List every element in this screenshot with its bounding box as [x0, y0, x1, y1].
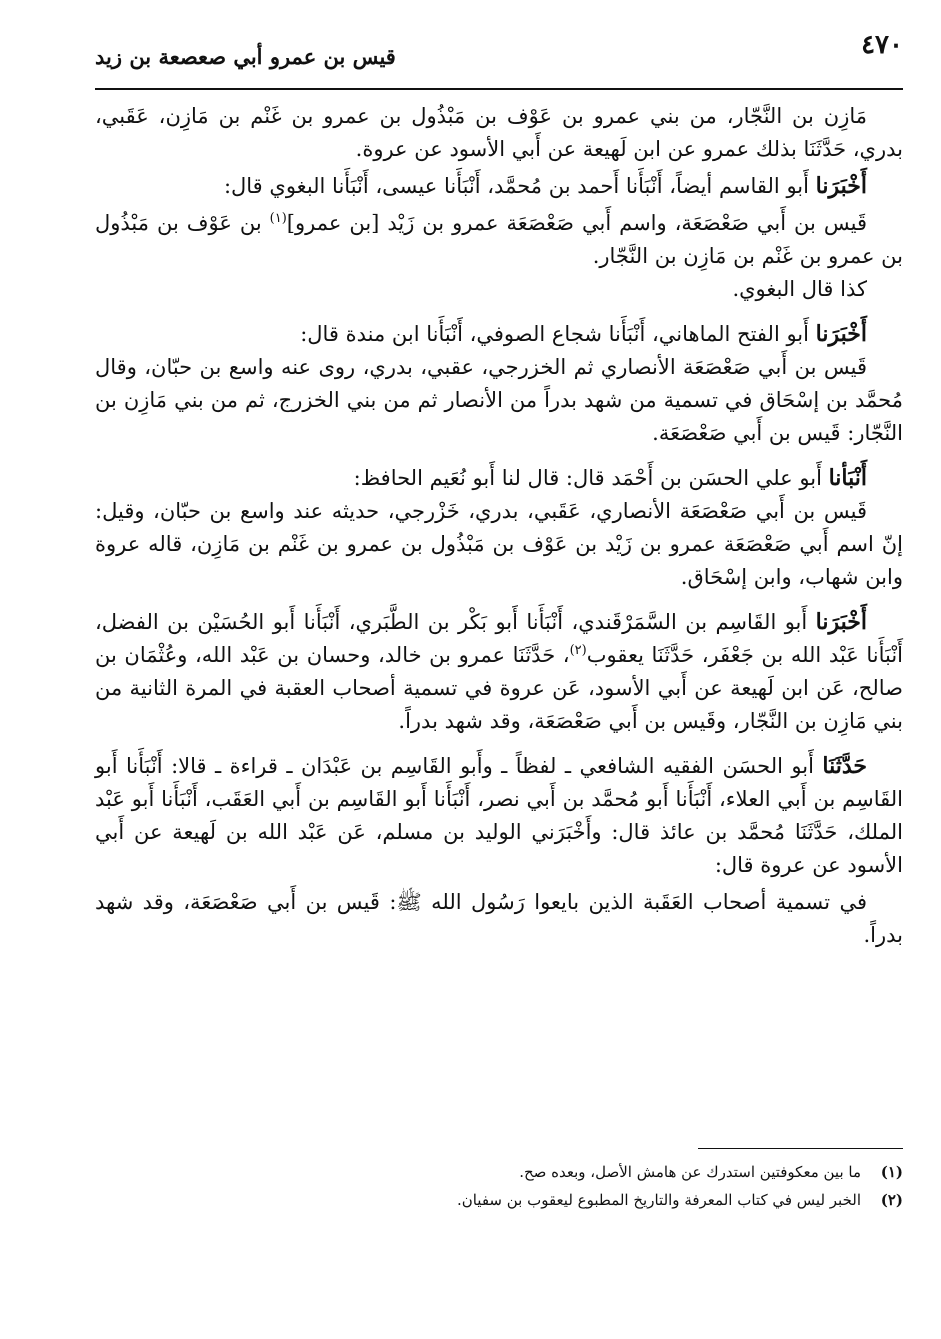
paragraph-text: مَازِن بن النَّجّار، من بني عمرو بن عَوْف بن مَبْذُول بن عمرو بن غَنْم بن مَازِن، عَقَبي، بدري، حَدَّثَنَا بذلك عمرو عن ابن لَهيعة عن أَبي الأسود عن عروة. [95, 104, 903, 161]
paragraph-text-cont: بن عَوْف بن مَبْذُول بن عمرو بن غَنْم بن مَازِن بن النَّجّار. [95, 211, 903, 268]
running-title: قيس بن عمرو أبي صعصعة بن زيد [95, 44, 396, 69]
isnad-keyword: أَنْبَأنا [828, 465, 867, 491]
paragraph [95, 606, 903, 738]
page-number: ٤٧٠ [861, 30, 903, 60]
header-divider [95, 88, 903, 90]
paragraph-text: كذا قال البغوي. [732, 277, 867, 301]
isnad-keyword: حَدَّثَنَا [822, 753, 867, 779]
paragraph [95, 318, 903, 351]
footnote [95, 1158, 903, 1186]
paragraph-text: في تسمية أصحاب العَقَبة الذين بايعوا رَسُول الله ﷺ: قَيس بن أَبي صَعْصَعَة، وقد شهد بدراً. [95, 890, 903, 947]
paragraph [95, 351, 903, 450]
paragraph-text: أَبو الفتح الماهاني، أَنْبَأَنا شجاع الصوفي، أَنْبَأَنا ابن مندة قال: [300, 322, 809, 346]
paragraph [95, 273, 903, 306]
paragraph [95, 462, 903, 495]
isnad-keyword: أَخْبَرَنا [815, 321, 867, 347]
footnote-ref[interactable]: (٢) [569, 643, 587, 658]
paragraph [95, 207, 903, 273]
footnote-divider [698, 1148, 903, 1149]
paragraph-text: قَيس بن أَبي صَعْصَعَة الأنصاري ثم الخزرجي، عقبي، بدري، روى عنه واسع بن حبّان، وقال مُحمَّد بن إسْحَاق في تسمية من شهد بدراً من الأنصار ثم من بني الخزرج، ثم من بني مَازِن بن النَّجّار: قَيس بن أَبي صَعْصَعَة. [95, 355, 903, 445]
page-header [95, 30, 903, 90]
paragraph-text: قَيس بن أَبي صَعْصَعَة، واسم أَبي صَعْصَعَة عمرو بن زَيْد [بن عمرو] [286, 211, 867, 235]
paragraph-text: أَبو الحسَن الفقيه الشافعي ـ لفظاً ـ وأَبو القَاسِم بن عَبْدَان ـ قراءة ـ قالا: أَنْبَأَنا أَبو القَاسِم بن أَبي العلاء، أَنْبَأَنا أَبو مُحمَّد بن أَبي نصر، أَنْبَأَنا أَبو القَاسِم بن أَبي العَقَب، أَنْبَأَنا أَبو عَبْد الملك، حَدَّثَنَا مُحمَّد بن عائذ قال: وأَخْبَرَني الوليد بن مسلم، عَن عَبْد الله بن لَهيعة عن أَبي الأسود عن عروة قال: [95, 754, 903, 877]
paragraph-text: أَبو القَاسِم بن السَّمَرْقَندي، أَنْبَأَنا أَبو بَكْر بن الطَّبَري، أَنْبَأَنا أَبو الحُسَيْن بن الفضل، أَنْبَأَنا عَبْد الله بن جَعْفَر، حَدَّثَنَا يعقوب [95, 610, 904, 667]
footnote-text: الخبر ليس في كتاب المعرفة والتاريخ المطبوع ليعقوب بن سفيان. [456, 1191, 861, 1209]
footnote-number: (٢) [880, 1191, 903, 1209]
paragraph-text: أَبو علي الحسَن بن أَحْمَد قال: قال لنا أَبو نُعَيم الحافظ: [353, 466, 822, 490]
footnote [95, 1186, 903, 1214]
paragraph [95, 750, 903, 882]
paragraph-text-cont: ، حَدَّثَنَا عمرو بن خالد، وحسان بن عَبْد الله، وعُثْمَان بن صالح، عَن ابن لَهيعة عن أَبي الأسود، عَن عروة في تسمية أصحاب العقبة في المرة الثانية من بني مَازِن بن النَّجّار، وقَيس بن أَبي صَعْصَعَة، وقد شهد بدراً. [95, 643, 903, 733]
footnote-ref[interactable]: (١) [269, 211, 287, 226]
main-text [95, 100, 903, 952]
isnad-keyword: أَخْبَرَنا [815, 609, 867, 635]
paragraph [95, 886, 903, 952]
paragraph [95, 495, 903, 594]
isnad-keyword: أَخْبَرَنا [815, 173, 867, 199]
footnotes [95, 1158, 903, 1214]
footnote-text: ما بين معكوفتين استدرك عن هامش الأصل، وبعده صح. [519, 1163, 861, 1181]
paragraph-text: قَيس بن أَبي صَعْصَعَة الأنصاري، عَقَبي، بدري، خَزْرجي، حديثه عند واسع بن حبّان، وقيل: إنّ اسم أَبي صَعْصَعَة عمرو بن زَيْد بن عَوْف بن مَبْذُول بن عمرو بن غَنْم بن مَازِن، قاله عروة وابن شهاب، وابن إسْحَاق. [95, 499, 903, 589]
paragraph [95, 170, 903, 203]
paragraph [95, 100, 903, 166]
paragraph-text: أَبو القاسم أيضاً، أَنْبَأَنا أَحمد بن مُحمَّد، أَنْبَأَنا عيسى، أَنْبَأَنا البغوي قال: [223, 174, 809, 198]
footnote-number: (١) [880, 1163, 903, 1181]
